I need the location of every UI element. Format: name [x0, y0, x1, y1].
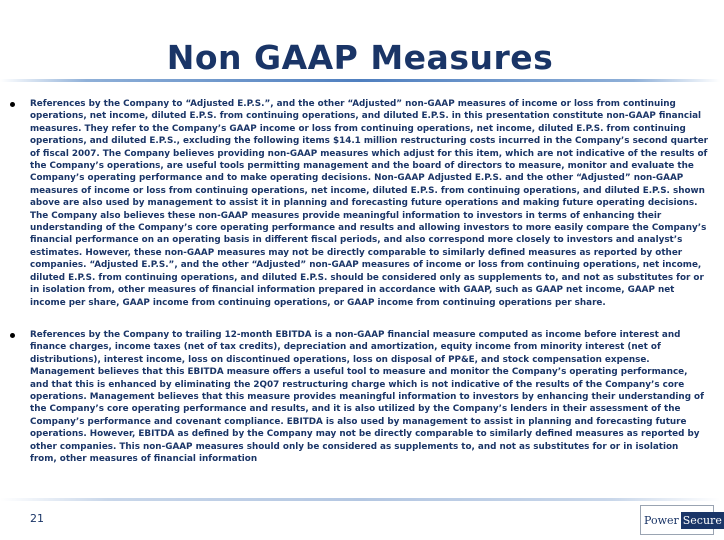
logo-text-power: Power [644, 513, 679, 527]
bullet-item-ebitda [8, 329, 708, 465]
bullet-dot-icon [10, 333, 15, 338]
bullet-item-adjusted-eps [8, 98, 708, 309]
bullet-text: References by the Company to “Adjusted E.P.S.”, and the other “Adjusted” non-GAAP measures of income or loss from continuing operations, net income, diluted E.P.S. from continuing operations, and diluted E.P.S. in this presentation constitute non-GAAP financial measures. They refer to the Company’s GAAP income or loss from continuing operations, net income, diluted E.P.S. from continuing operations, and diluted E.P.S., excluding the following items $14.1 million restructuring costs incurred in the Company’s second quarter of fiscal 2007. The Company believes providing non-GAAP measures which adjust for this item, which are not indicative of the results of the Company’s operations, are useful tools permitting management and the board of directors to measure, monitor and evaluate the Company’s operating performance and to make operating decisions. Non-GAAP Adjusted E.P.S. and the other “Adjusted” non-GAAP measures of income or loss from continuing operations, net income, diluted E.P.S. from continuing operations, and diluted E.P.S. shown above are also used by management to assist it in planning and forecasting future operations and making future operating decisions. The Company also believes these non-GAAP measures provide meaningful information to investors in terms of enhancing their understanding of the Company’s core operating performance and results and allowing investors to more easily compare the Company’s financial performance on an operating basis in different fiscal periods, and also correspond more closely to investors and analyst’s estimates. However, these non-GAAP measures may not be directly comparable to similarly defined measures as reported by other companies. “Adjusted E.P.S.”, and the other “Adjusted” non-GAAP measures of income or loss from continuing operations, net income, diluted E.P.S. from continuing operations, and diluted E.P.S. should be considered only as supplements to, and not as substitutes for or in isolation from, other measures of financial information prepared in accordance with GAAP, such as GAAP net income, GAAP net income per share, GAAP income from continuing operations, or GAAP income from continuing operations per share. [30, 99, 709, 308]
powersecure-logo [640, 505, 722, 535]
footer-divider [0, 498, 720, 501]
title-divider [0, 79, 720, 82]
bullet-list [8, 98, 708, 465]
page-number: 21 [30, 512, 44, 525]
slide-title: Non GAAP Measures [166, 38, 554, 77]
logo-text-secure: Secure [682, 513, 722, 527]
bullet-dot-icon [10, 102, 15, 107]
bullet-text: References by the Company to trailing 12-month EBITDA is a non-GAAP financial measure computed as income before interest and finance charges, income taxes (net of tax credits), depreciation and amortization, equity income from minority interest (net of distributions), interest income, loss on discontinued operations, loss on disposal of PP&E, and stock compensation expense. Management believes that this EBITDA measure offers a useful tool to measure and monitor the Company’s operating performance, and that this is enhanced by eliminating the 2Q07 restructuring charge which is not indicative of the results of the Company’s core operations. Management believes that this measure provides meaningful information to investors by enhancing their understanding of the Company’s core operating performance and results, and it is also utilized by the Company’s lenders in their assessment of the Company’s performance and covenant compliance. EBITDA is also used by management to assist in planning and forecasting future operations. However, EBITDA as defined by the Company may not be directly comparable to similarly defined measures as reported by other companies. This non-GAAP measures should only be considered as supplements to, and not as substitutes for or in isolation from, other measures of financial information [30, 329, 704, 464]
